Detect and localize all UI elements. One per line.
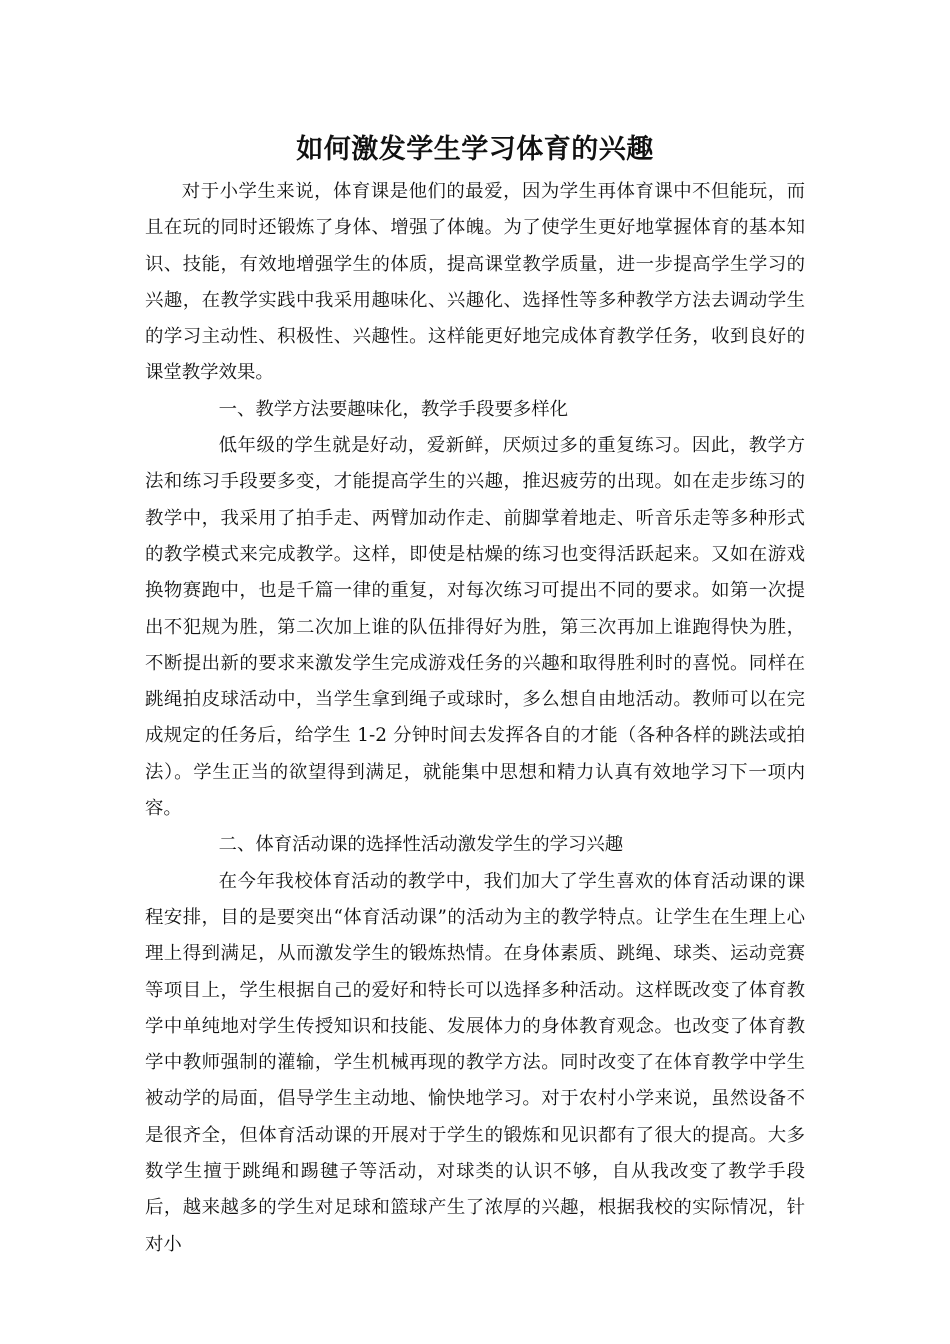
intro-paragraph: 对于小学生来说，体育课是他们的最爱，因为学生再体育课中不但能玩，而且在玩的同时还锻炼了身体、增强了体魄。为了使学生更好地掌握体育的基本知识、技能，有效地增强学生的体质，提高课堂教学质量，进一步提高学生学习的兴趣，在教学实践中我采用趣味化、兴趣化、选择性等多种教学方法去调动学生的学习主动性、积极性、兴趣性。这样能更好地完成体育教学任务，收到良好的课堂教学效果。 [145,181,805,384]
section-1-paragraph: 低年级的学生就是好动，爱新鲜，厌烦过多的重复练习。因此，教学方法和练习手段要多变，才能提高学生的兴趣，推迟疲劳的出现。如在走步练习的教学中，我采用了拍手走、两臂加动作走、前脚掌着地走、听音乐走等多种形式的教学模式来完成教学。这样，即使是枯燥的练习也变得活跃起来。又如在游戏换物赛跑中，也是千篇一律的重复，对每次练习可提出不同的要求。如第一次提出不犯规为胜，第二次加上谁的队伍排得好为胜，第三次再加上谁跑得快为胜，不断提出新的要求来激发学生完成游戏任务的兴趣和取得胜利时的喜悦。同样在跳绳拍皮球活动中，当学生拿到绳子或球时，多么想自由地活动。教师可以在完成规定的任务后，给学生 1-2 分钟时间去发挥各自的才能（各种各样的跳法或拍法）。学生正当的欲望得到满足，就能集中思想和精力认真有效地学习下一项内容。 [145,435,805,820]
section-2-paragraph: 在今年我校体育活动的教学中，我们加大了学生喜欢的体育活动课的课程安排，目的是要突出“体育活动课”的活动为主的教学特点。让学生在生理上心理上得到满足，从而激发学生的锻炼热情。在身体素质、跳绳、球类、运动竞赛等项目上，学生根据自己的爱好和特长可以选择多种活动。这样既改变了体育教学中单纯地对学生传授知识和技能、发展体力的身体教育观念。也改变了体育教学中教师强制的灌输，学生机械再现的教学方法。同时改变了在体育教学中学生被动学的局面，倡导学生主动地、愉快地学习。对于农村小学来说，虽然设备不是很齐全，但体育活动课的开展对于学生的锻炼和见识都有了很大的提高。大多数学生擅于跳绳和踢毽子等活动，对球类的认识不够，自从我改变了教学手段后，越来越多的学生对足球和篮球产生了浓厚的兴趣，根据我校的实际情况，针对小 [145,870,805,1255]
document-body [145,174,805,1263]
section-1-heading: 一、教学方法要趣味化，教学手段要多样化 [218,398,569,420]
document-title: 如何激发学生学习体育的兴趣 [296,134,654,165]
section-2-heading: 二、体育活动课的选择性活动激发学生的学习兴趣 [218,834,624,856]
